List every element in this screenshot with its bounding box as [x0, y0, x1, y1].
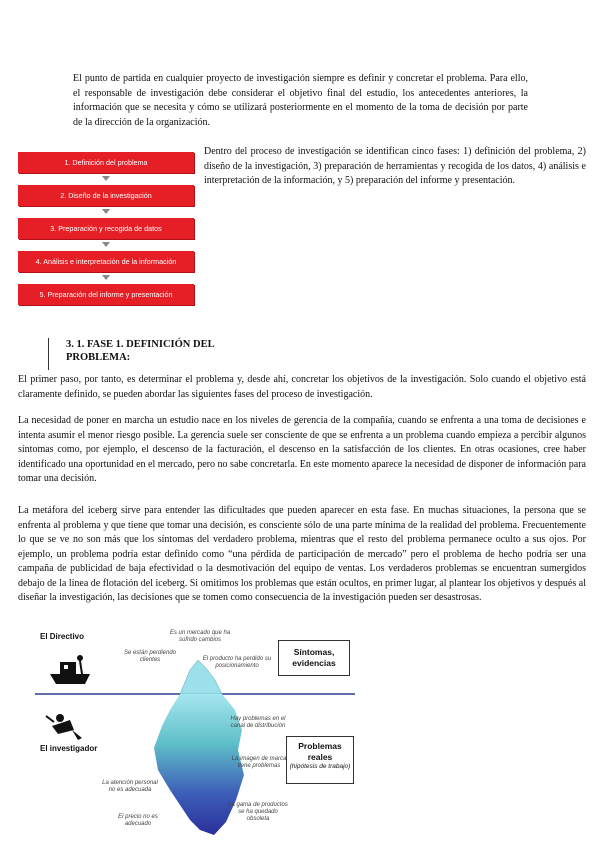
process-flow-diagram [18, 152, 194, 305]
symptoms-box-text: Síntomas, evidencias [292, 647, 336, 668]
iceberg-label-brand-image: La imagen de marca tiene problemas [231, 756, 287, 769]
real-problems-box [286, 736, 354, 784]
paragraph-3: La metáfora del iceberg sirve para entender las dificultades que pueden aparecer en esta fase. En muchas situaciones, la persona que se enfrenta al problema y que tiene que tomar una decisión, es consciente sólo de una parte mínima de la realidad del problema. Frecuentemente lo que se ve no son más que los síntomas del verdadero problema, mientras que el resto del problema permanece oculto a sus ojos. Por ejemplo, un problema podría estar definido como “una pérdida de participación de mercado” pero el problema de hecho podría ser una campaña de publicidad de baja efectividad o la desmotivación del equipo de ventas. Los verdaderos problemas se encuentran sumergidos debajo de la línea de flotación del iceberg. Si omitimos los problemas que están ocultos, en primer lugar, al plantear los objetivos y después al diseñar la investigación, las decisiones que se tomen como consecuencia de la investigación pueden ser desastrosas. [18, 505, 586, 603]
iceberg-illustration [30, 630, 360, 845]
iceberg-label-sales-loss: Se están perdiendo clientes [123, 650, 177, 663]
flow-step-3: 3. Preparación y recogida de datos [18, 218, 194, 239]
boat-icon [50, 655, 90, 684]
iceberg-label-attention: La atención personal no es adecuada [102, 780, 158, 793]
iceberg-label-price: El precio no es adecuado [118, 814, 158, 827]
iceberg-label-product-lost: El producto ha perdido su posicionamiento [202, 656, 272, 669]
real-problems-title: Problemas reales [298, 741, 342, 762]
iceberg-label-distribution: Hay problemas en el canal de distribución [230, 716, 286, 729]
flow-step-1: 1. Definición del problema [18, 152, 194, 173]
researcher-label: El investigador [40, 744, 98, 753]
paragraph-1: El primer paso, por tanto, es determinar el problema y, desde ahí, concretar los objetivos de la investigación. Solo cuando el objetivo está claramente definido, se pueden abordar las siguientes fases del proceso de investigación. [18, 374, 586, 400]
flow-step-5: 5. Preparación del informe y presentación [18, 284, 194, 305]
flow-step-2: 2. Diseño de la investigación [18, 185, 194, 206]
iceberg-label-product-range: La gama de productos se ha quedado obsoleta [228, 802, 288, 822]
flow-arrow-icon [18, 272, 194, 284]
paragraph-2: La necesidad de poner en marcha un estudio nace en los niveles de gerencia de la compañía, cuando se enfrenta a una toma de decisiones e intenta asumir el menor riesgo posible. La gerencia suele ser consciente de que se enfrenta a un problema cuando empieza a percibir algunos síntomas como, por ejemplo, el descenso de la facturación, el descenso en la satisfacción de los clientes. En otras ocasiones, cree haber identificado una oportunidad en el mercado, pero no sabe concretarla. En este momento aparece la necesidad de disponer de información para tomar una decisión. [18, 415, 586, 484]
flow-step-4: 4. Análisis e interpretación de la información [18, 251, 194, 272]
diver-icon [46, 714, 82, 740]
flow-arrow-icon [18, 239, 194, 251]
flow-arrow-icon [18, 206, 194, 218]
symptoms-box [278, 640, 350, 676]
director-label: El Directivo [40, 632, 85, 641]
iceberg-label-top: Es un mercado que ha sufrido cambios [169, 630, 231, 643]
section-heading: 3. 1. FASE 1. DEFINICIÓN DEL PROBLEMA: [48, 338, 266, 370]
phases-paragraph: Dentro del proceso de investigación se identifican cinco fases: 1) definición del problema, 2) diseño de la investigación, 3) preparación de herramientas y recogida de los datos, 4) análisis e interpretación de la información, y 5) preparación del informe y presentación. [204, 146, 586, 186]
intro-paragraph: El punto de partida en cualquier proyecto de investigación siempre es definir y concretar el problema. Para ello, el responsable de investigación debe considerar el objetivo final del estudio, los antecedentes anteriores, la información que se necesita y cómo se utilizará posteriormente en el momento de la toma de decisión por parte de la dirección de la organización. [73, 73, 528, 128]
flow-arrow-icon [18, 173, 194, 185]
real-problems-subtitle: (hipótesis de trabajo) [289, 763, 351, 770]
